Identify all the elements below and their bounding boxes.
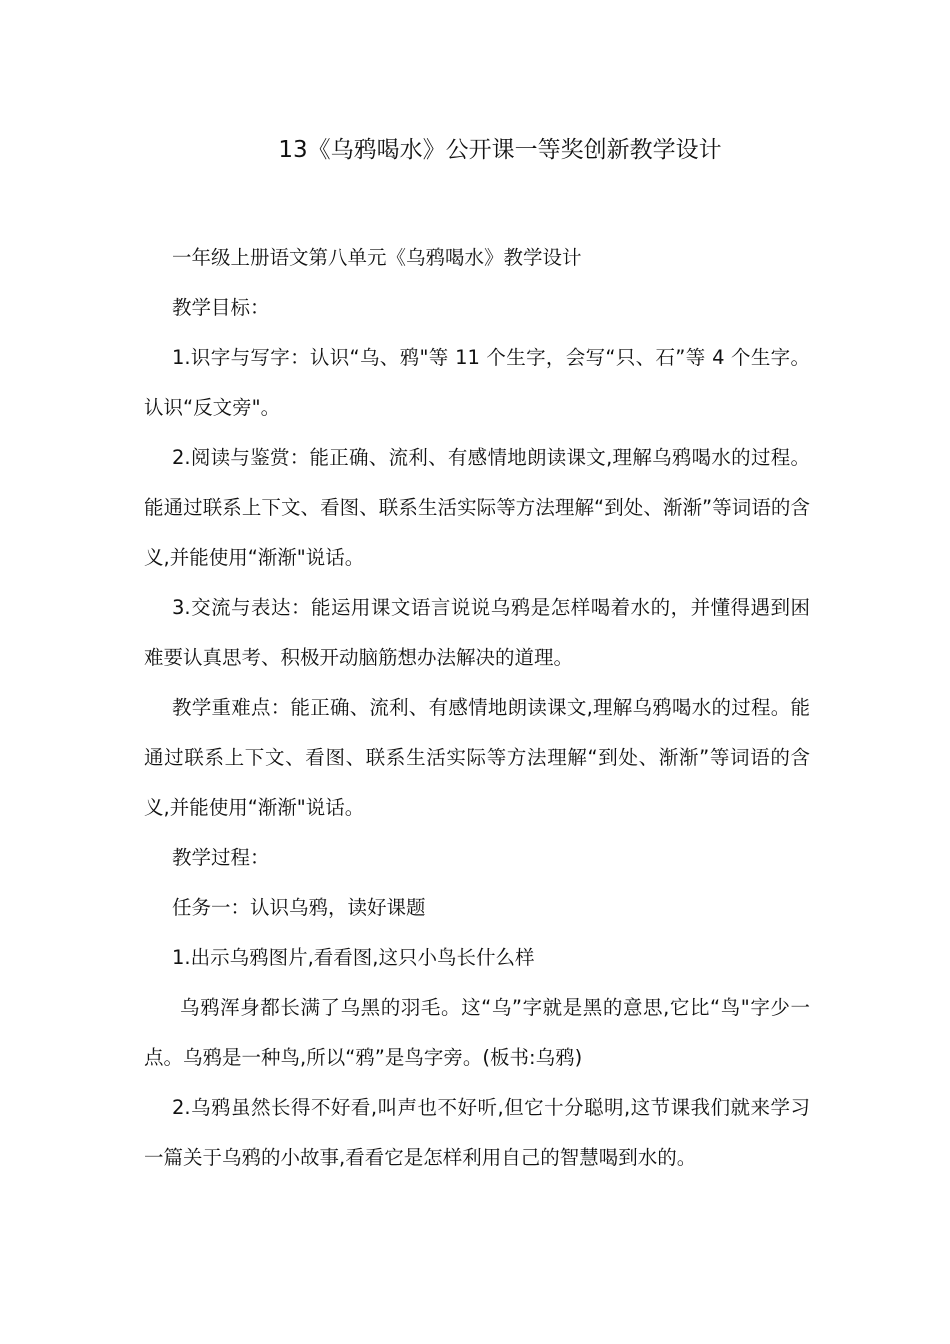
paragraph-objective-2: 2.阅读与鉴赏：能正确、流利、有感情地朗读课文,理解乌鸦喝水的过程。能通过联系上下文、看图、联系生活实际等方法理解“到处、渐渐”等词语的含义,并能使用“渐渐"说话。: [144, 446, 810, 569]
paragraph-step-2: 2.乌鸦虽然长得不好看,叫声也不好听,但它十分聪明,这节课我们就来学习一篇关于乌鸦的小故事,看看它是怎样利用自己的智慧喝到水的。: [144, 1096, 810, 1169]
paragraph-crow-description: 乌鸦浑身都长满了乌黑的羽毛。这“乌”字就是黑的意思,它比“鸟"字少一点。乌鸦是一种鸟,所以“鸦”是鸟字旁。(板书:乌鸦): [144, 996, 810, 1069]
paragraph-process-heading: 教学过程：: [172, 846, 270, 869]
paragraph-subtitle: 一年级上册语文第八单元《乌鸦喝水》教学设计: [172, 246, 582, 269]
paragraph-objective-1: 1.识字与写字：认识“乌、鸦"等 11 个生字，会写“只、石”等 4 个生字。认识“反文旁"。: [144, 346, 810, 419]
paragraph-objectives-heading: 教学目标：: [172, 296, 270, 319]
document-title: 13《乌鸦喝水》公开课一等奖创新教学设计: [278, 137, 722, 163]
paragraph-step-1: 1.出示乌鸦图片,看看图,这只小鸟长什么样: [172, 946, 535, 969]
paragraph-objective-3: 3.交流与表达：能运用课文语言说说乌鸦是怎样喝着水的，并懂得遇到困难要认真思考、积极开动脑筋想办法解决的道理。: [144, 596, 810, 669]
document-body: [144, 233, 810, 1183]
paragraph-task-1: 任务一：认识乌鸦，读好课题: [172, 896, 426, 919]
paragraph-key-points: 教学重难点：能正确、流利、有感情地朗读课文,理解乌鸦喝水的过程。能通过联系上下文、看图、联系生活实际等方法理解“到处、渐渐”等词语的含义,并能使用“渐渐"说话。: [144, 696, 810, 819]
